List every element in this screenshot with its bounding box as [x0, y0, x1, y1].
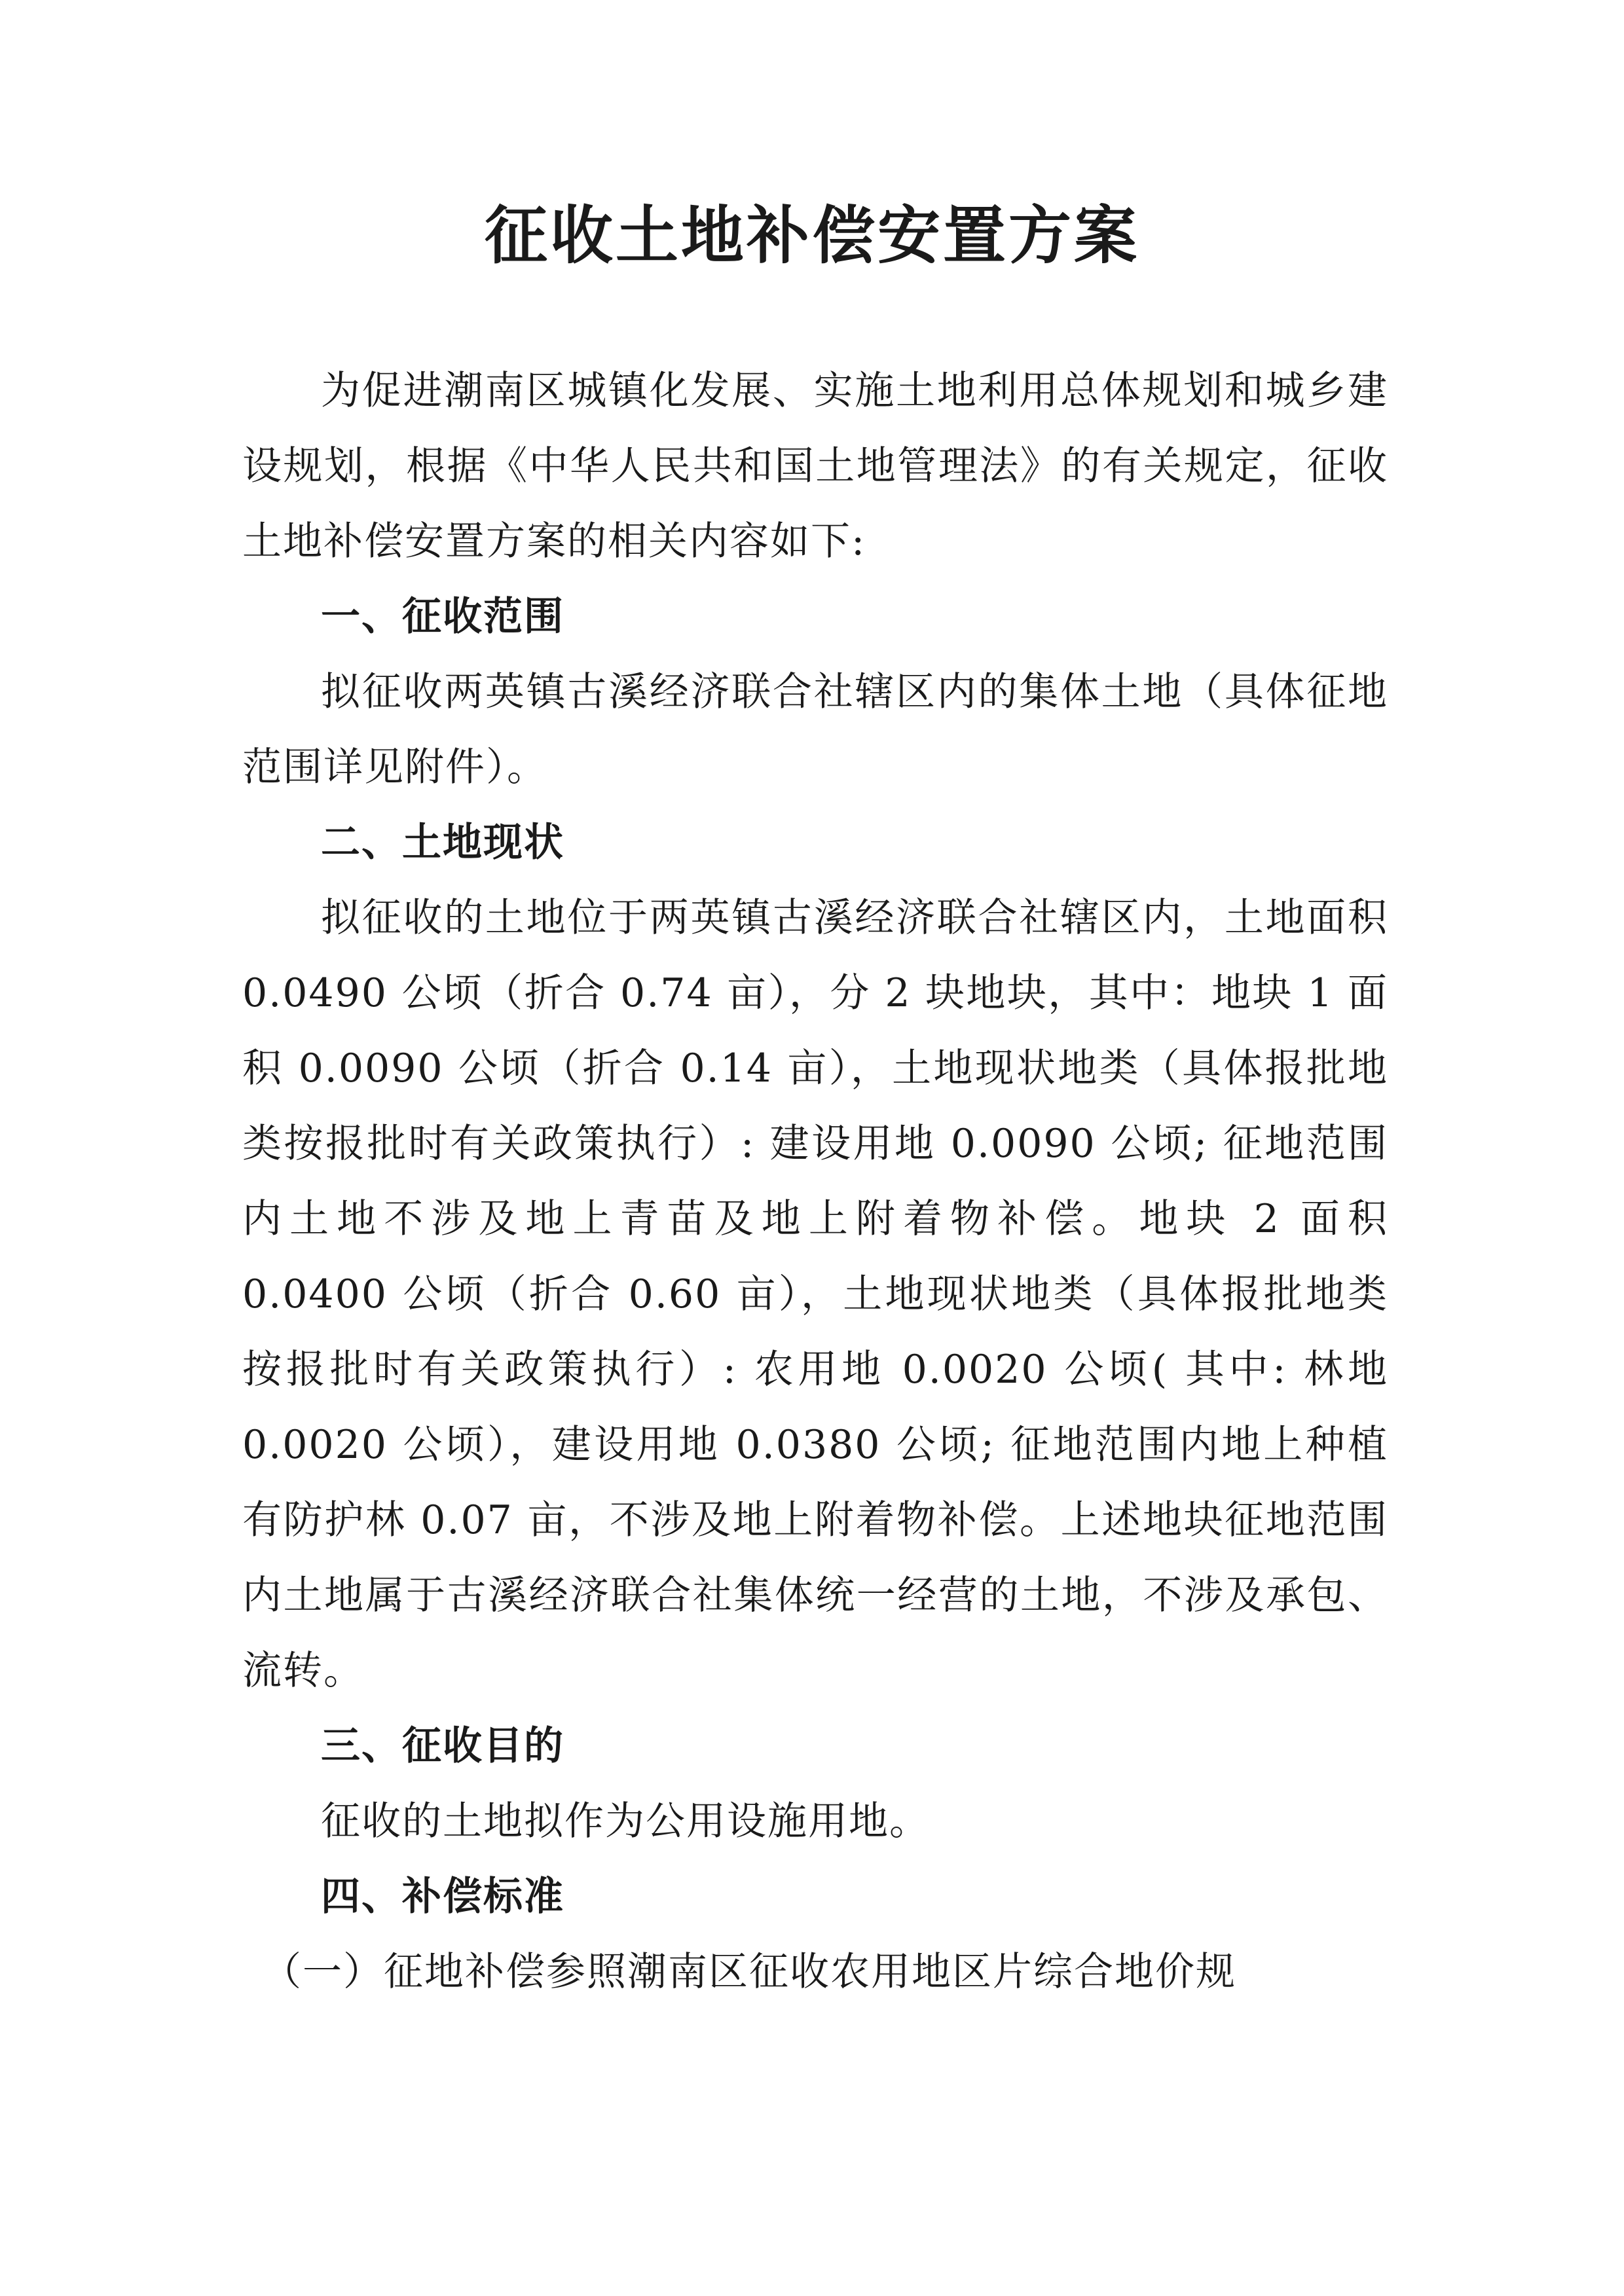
section-heading-land-status: 二、土地现状: [321, 820, 564, 866]
section-text-land-status: 拟征收的土地位于两英镇古溪经济联合社辖区内，土地面积 0.0490 公顷（折合 0.74 亩），分 2 块地块，其中：地块 1 面积 0.0090 公顷（折合 0.14 亩），土地现状地类（具体报批地类按报批时有关政策执行）: 建设用地 0.0090 公顷; 征地范围内土地不涉及地上青苗及地上附着物补偿。地块 2 面积 0.0400 公顷（折合 0.60 亩），土地现状地类（具体报批地类按报批时有关政策执行）: 农用地 0.0020 公顷( 其中: 林地 0.0020 公顷），建设用地 0.0380 公顷; 征地范围内地上种植有防护林 0.07 亩，不涉及地上附着物补偿。上述地块征地范围内土地属于古溪经济联合社集体统一经营的土地，不涉及承包、流转。: [242, 895, 1388, 1694]
intro-paragraph: 为促进潮南区城镇化发展、实施土地利用总体规划和城乡建设规划，根据《中华人民共和国土地管理法》的有关规定，征收土地补偿安置方案的相关内容如下:: [242, 368, 1388, 564]
document-body: [242, 354, 1388, 2010]
document-title: 征收土地补偿安置方案: [485, 199, 1139, 272]
section-text-compensation: （一）征地补偿参照潮南区征收农用地区片综合地价规: [262, 1949, 1236, 1995]
section-heading-purpose: 三、征收目的: [321, 1723, 564, 1769]
section-heading-scope: 一、征收范围: [321, 594, 564, 640]
section-text-purpose: 征收的土地拟作为公用设施用地。: [321, 1798, 930, 1844]
section-heading-compensation: 四、补偿标准: [321, 1874, 564, 1920]
section-text-scope: 拟征收两英镇古溪经济联合社辖区内的集体土地（具体征地范围详见附件）。: [242, 669, 1388, 790]
